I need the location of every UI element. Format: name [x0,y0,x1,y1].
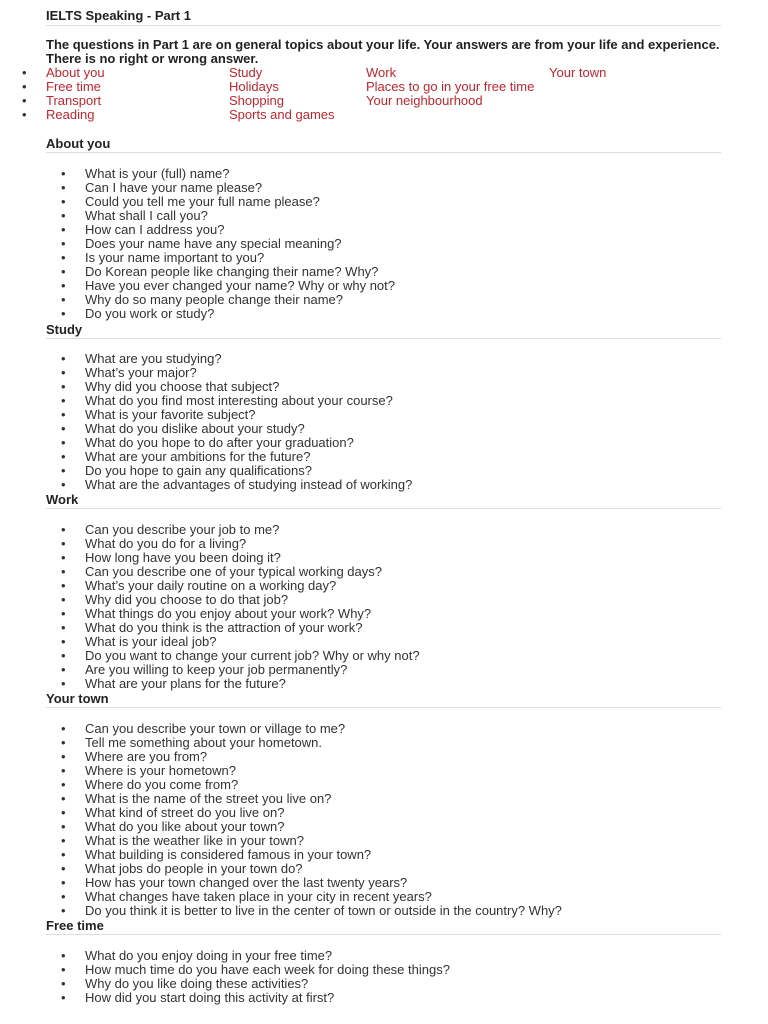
bullet: • [61,833,66,848]
question-item [0,223,768,237]
bullet: • [61,194,66,209]
question-item [0,478,768,492]
question-item [0,523,768,537]
bullet: • [61,578,66,593]
bullet: • [61,180,66,195]
question-list [0,352,768,492]
bullet: • [61,365,66,380]
section-heading: Study [46,323,721,339]
question-text: What do you hope to do after your graduation? [85,435,354,450]
question-text: What do you find most interesting about your course? [85,393,393,408]
question-item [0,806,768,820]
topic-link[interactable]: Holidays [229,79,279,94]
question-text: What’s your daily routine on a working day? [85,578,337,593]
bullet: • [22,79,27,94]
section-heading: Free time [46,919,721,935]
question-text: Why do you like doing these activities? [85,976,309,991]
bullet: • [61,847,66,862]
question-text: What things do you enjoy about your work? Why? [85,606,372,621]
bullet: • [61,550,66,565]
question-text: Where do you come from? [85,777,239,792]
question-item [0,834,768,848]
question-text: How long have you been doing it? [85,550,281,565]
question-item [0,677,768,691]
question-item [0,977,768,991]
topic-index [0,66,768,122]
bullet: • [61,749,66,764]
bullet: • [61,721,66,736]
question-text: Have you ever changed your name? Why or why not? [85,278,396,293]
question-text: What is your favorite subject? [85,407,256,422]
bullet: • [61,236,66,251]
question-item [0,279,768,293]
question-text: How has your town changed over the last twenty years? [85,875,408,890]
question-item [0,736,768,750]
topic-index-row [0,94,768,108]
bullet: • [61,222,66,237]
question-item [0,352,768,366]
question-item [0,450,768,464]
question-item [0,904,768,918]
bullet: • [61,648,66,663]
question-text: What is the name of the street you live on? [85,791,332,806]
question-text: Why did you choose to do that job? [85,592,289,607]
bullet: • [61,449,66,464]
question-item [0,607,768,621]
question-text: How can I address you? [85,222,225,237]
question-item [0,265,768,279]
topic-link[interactable]: Your town [549,65,607,80]
bullet: • [61,676,66,691]
bullet: • [61,407,66,422]
question-text: Do you want to change your current job? Why or why not? [85,648,420,663]
topic-link[interactable]: About you [46,65,105,80]
question-item [0,366,768,380]
bullet: • [61,819,66,834]
bullet: • [61,379,66,394]
question-item [0,649,768,663]
topic-link[interactable]: Transport [46,93,102,108]
section-heading: Work [46,493,721,509]
question-item [0,820,768,834]
question-text: What is your ideal job? [85,634,217,649]
question-text: What’s your major? [85,365,197,380]
topic-link[interactable]: Places to go in your free time [366,79,535,94]
question-text: What are you studying? [85,351,222,366]
bullet: • [61,463,66,478]
question-text: What do you like about your town? [85,819,285,834]
bullet: • [61,777,66,792]
topic-link[interactable]: Work [366,65,397,80]
topic-index-row [0,66,768,80]
bullet: • [22,65,27,80]
question-item [0,537,768,551]
question-text: Can I have your name please? [85,180,263,195]
question-item [0,991,768,1005]
question-text: What shall I call you? [85,208,208,223]
question-item [0,408,768,422]
bullet: • [61,435,66,450]
question-list [0,167,768,321]
question-item [0,778,768,792]
bullet: • [22,107,27,122]
bullet: • [61,791,66,806]
question-text: What is your (full) name? [85,166,230,181]
page-title: IELTS Speaking - Part 1 [46,8,721,26]
bullet: • [61,208,66,223]
topic-link[interactable]: Shopping [229,93,284,108]
question-item [0,181,768,195]
question-text: Does your name have any special meaning? [85,236,342,251]
bullet: • [22,93,27,108]
topic-link[interactable]: Sports and games [229,107,335,122]
bullet: • [61,990,66,1005]
question-text: Where is your hometown? [85,763,237,778]
question-text: Can you describe your town or village to me? [85,721,346,736]
bullet: • [61,763,66,778]
bullet: • [61,306,66,321]
bullet: • [61,861,66,876]
question-list [0,523,768,691]
question-item [0,380,768,394]
bullet: • [61,421,66,436]
bullet: • [61,620,66,635]
question-item [0,764,768,778]
question-text: Do you hope to gain any qualifications? [85,463,312,478]
question-item [0,621,768,635]
question-text: What building is considered famous in your town? [85,847,372,862]
bullet: • [61,976,66,991]
bullet: • [61,889,66,904]
bullet: • [61,166,66,181]
question-item [0,551,768,565]
intro-paragraph: The questions in Part 1 are on general topics about your life. Your answers are from your life and experience. There is no right or wrong answer. [46,37,720,66]
question-text: What are your plans for the future? [85,676,286,691]
bullet: • [61,735,66,750]
question-text: Is your name important to you? [85,250,265,265]
question-text: What do you enjoy doing in your free time? [85,948,333,963]
bullet: • [61,634,66,649]
question-item [0,436,768,450]
question-item [0,593,768,607]
bullet: • [61,962,66,977]
bullet: • [61,536,66,551]
question-item [0,963,768,977]
topic-link[interactable]: Free time [46,79,101,94]
question-text: What are the advantages of studying instead of working? [85,477,413,492]
question-text: What do you do for a living? [85,536,247,551]
bullet: • [61,903,66,918]
topic-link[interactable]: Reading [46,107,95,122]
question-item [0,876,768,890]
question-text: Why did you choose that subject? [85,379,280,394]
bullet: • [61,662,66,677]
question-text: Do Korean people like changing their name? Why? [85,264,379,279]
question-text: What jobs do people in your town do? [85,861,303,876]
question-item [0,464,768,478]
topic-link[interactable]: Your neighbourhood [366,93,483,108]
bullet: • [61,393,66,408]
bullet: • [61,948,66,963]
question-item [0,307,768,321]
bullet: • [61,351,66,366]
question-text: How much time do you have each week for doing these things? [85,962,450,977]
topic-index-row [0,108,768,122]
bullet: • [61,805,66,820]
question-text: What changes have taken place in your city in recent years? [85,889,432,904]
bullet: • [61,564,66,579]
bullet: • [61,606,66,621]
question-text: What do you dislike about your study? [85,421,305,436]
question-item [0,195,768,209]
question-item [0,949,768,963]
question-item [0,394,768,408]
section-heading: About you [46,137,721,153]
question-item [0,209,768,223]
question-item [0,237,768,251]
question-text: How did you start doing this activity at first? [85,990,335,1005]
question-text: Why do so many people change their name? [85,292,343,307]
question-item [0,579,768,593]
question-text: What do you think is the attraction of your work? [85,620,363,635]
question-item [0,792,768,806]
question-item [0,862,768,876]
question-text: Can you describe one of your typical working days? [85,564,382,579]
bullet: • [61,477,66,492]
bullet: • [61,292,66,307]
question-text: Can you describe your job to me? [85,522,280,537]
question-item [0,635,768,649]
bullet: • [61,250,66,265]
bullet: • [61,875,66,890]
question-text: What kind of street do you live on? [85,805,285,820]
question-item [0,722,768,736]
topic-index-row [0,80,768,94]
question-item [0,663,768,677]
topic-link[interactable]: Study [229,65,263,80]
question-text: Where are you from? [85,749,208,764]
question-list [0,722,768,918]
bullet: • [61,278,66,293]
question-list [0,949,768,1005]
question-item [0,565,768,579]
question-text: What are your ambitions for the future? [85,449,311,464]
question-text: Do you work or study? [85,306,215,321]
question-text: Tell me something about your hometown. [85,735,323,750]
question-text: What is the weather like in your town? [85,833,304,848]
question-text: Could you tell me your full name please? [85,194,320,209]
question-item [0,422,768,436]
bullet: • [61,264,66,279]
section-heading: Your town [46,692,721,708]
question-text: Are you willing to keep your job permanently? [85,662,348,677]
bullet: • [61,592,66,607]
question-item [0,167,768,181]
question-item [0,848,768,862]
question-text: Do you think it is better to live in the center of town or outside in the country? Why? [85,903,562,918]
question-item [0,293,768,307]
question-item [0,251,768,265]
question-item [0,890,768,904]
question-item [0,750,768,764]
bullet: • [61,522,66,537]
